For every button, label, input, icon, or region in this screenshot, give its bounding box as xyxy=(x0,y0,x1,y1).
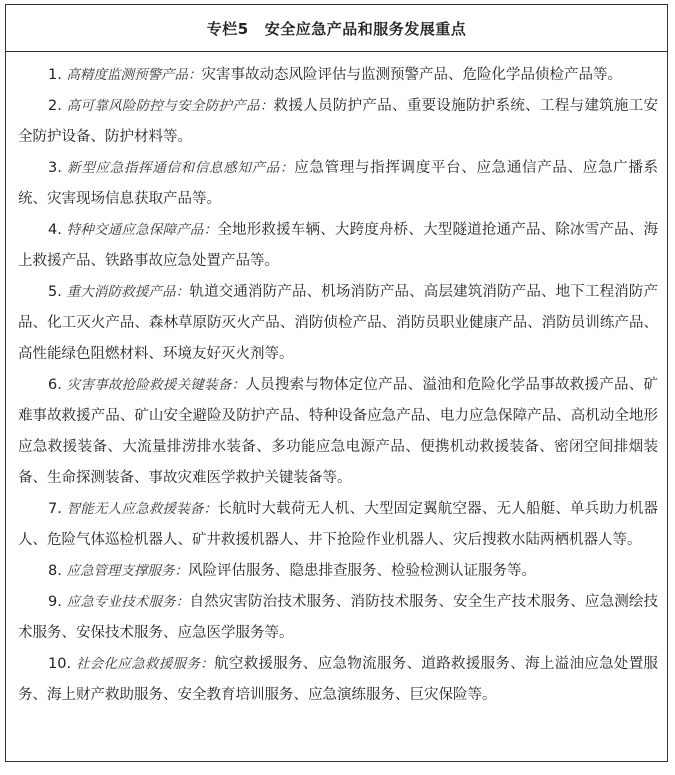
section-content xyxy=(6,52,667,711)
list-item xyxy=(18,649,658,711)
list-item xyxy=(18,277,658,370)
item-category: 特种交通应急保障产品： xyxy=(66,222,218,238)
list-item xyxy=(18,91,658,153)
item-category: 高可靠风险防控与安全防护产品： xyxy=(66,98,274,114)
list-item xyxy=(18,494,658,556)
item-text: 全地形救援车辆、大跨度舟桥、大型隧道抢通产品、除冰雪产品、海上救援产品、铁路事故应急处置产品等。 xyxy=(18,222,659,269)
item-text: 风险评估服务、隐患排查服务、检验检测认证服务等。 xyxy=(187,563,536,579)
list-item xyxy=(18,153,658,215)
item-number: 3. xyxy=(48,160,62,176)
item-category: 应急专业技术服务： xyxy=(66,594,190,610)
item-number: 9. xyxy=(48,594,62,610)
section-title: 安全应急产品和服务发展重点 xyxy=(264,19,467,38)
item-category: 新型应急指挥通信和信息感知产品： xyxy=(67,160,295,176)
item-text: 人员搜索与物体定位产品、溢油和危险化学品事故救援产品、矿难事故救援产品、矿山安全避险及防护产品、特种设备应急产品、电力应急保障产品、高机动全地形应急救援装备、大流量排涝排水装备、多功能应急电源产品、便携机动救援装备、密闭空间排烟装备、生命探测装备、事故灾难医学救护关键装备等。 xyxy=(18,377,659,486)
item-text: 灾害事故动态风险评估与监测预警产品、危险化学品侦检产品等。 xyxy=(201,67,622,83)
item-number: 4. xyxy=(48,222,62,238)
list-item xyxy=(18,370,658,494)
list-item xyxy=(18,60,658,91)
list-item xyxy=(18,215,658,277)
section-label: 专栏5 xyxy=(206,19,249,38)
item-category: 高精度监测预警产品： xyxy=(66,67,202,83)
item-number: 5. xyxy=(48,284,62,300)
section-header xyxy=(6,5,667,52)
item-number: 10. xyxy=(48,656,72,672)
item-category: 应急管理支撑服务： xyxy=(66,563,188,579)
item-text: 轨道交通消防产品、机场消防产品、高层建筑消防产品、地下工程消防产品、化工灭火产品、森林草原防灭火产品、消防侦检产品、消防员职业健康产品、消防员训练产品、高性能绿色阻燃材料、环境友好灭火剂等。 xyxy=(18,284,659,362)
item-number: 2. xyxy=(48,98,62,114)
item-number: 7. xyxy=(48,501,62,517)
section-box xyxy=(5,4,668,762)
item-category: 重大消防救援产品： xyxy=(66,284,190,300)
item-text: 自然灾害防治技术服务、消防技术服务、安全生产技术服务、应急测绘技术服务、安保技术服务、应急医学服务等。 xyxy=(18,594,659,641)
list-item xyxy=(18,556,658,587)
item-category: 灾害事故抢险救援关键装备： xyxy=(66,377,246,393)
item-number: 6. xyxy=(48,377,62,393)
item-text: 救援人员防护产品、重要设施防护系统、工程与建筑施工安全防护设备、防护材料等。 xyxy=(18,98,659,145)
item-number: 1. xyxy=(48,67,62,83)
item-text: 长航时大载荷无人机、大型固定翼航空器、无人船艇、单兵助力机器人、危险气体巡检机器人、矿井救援机器人、井下抢险作业机器人、灾后搜救水陆两栖机器人等。 xyxy=(18,501,659,548)
item-text: 航空救援服务、应急物流服务、道路救援服务、海上溢油应急处置服务、海上财产救助服务、安全教育培训服务、应急演练服务、巨灾保险等。 xyxy=(18,656,659,703)
item-text: 应急管理与指挥调度平台、应急通信产品、应急广播系统、灾害现场信息获取产品等。 xyxy=(18,160,659,207)
item-category: 社会化应急救援服务： xyxy=(75,656,215,672)
item-category: 智能无人应急救援装备： xyxy=(66,501,218,517)
item-number: 8. xyxy=(48,563,62,579)
list-item xyxy=(18,587,658,649)
